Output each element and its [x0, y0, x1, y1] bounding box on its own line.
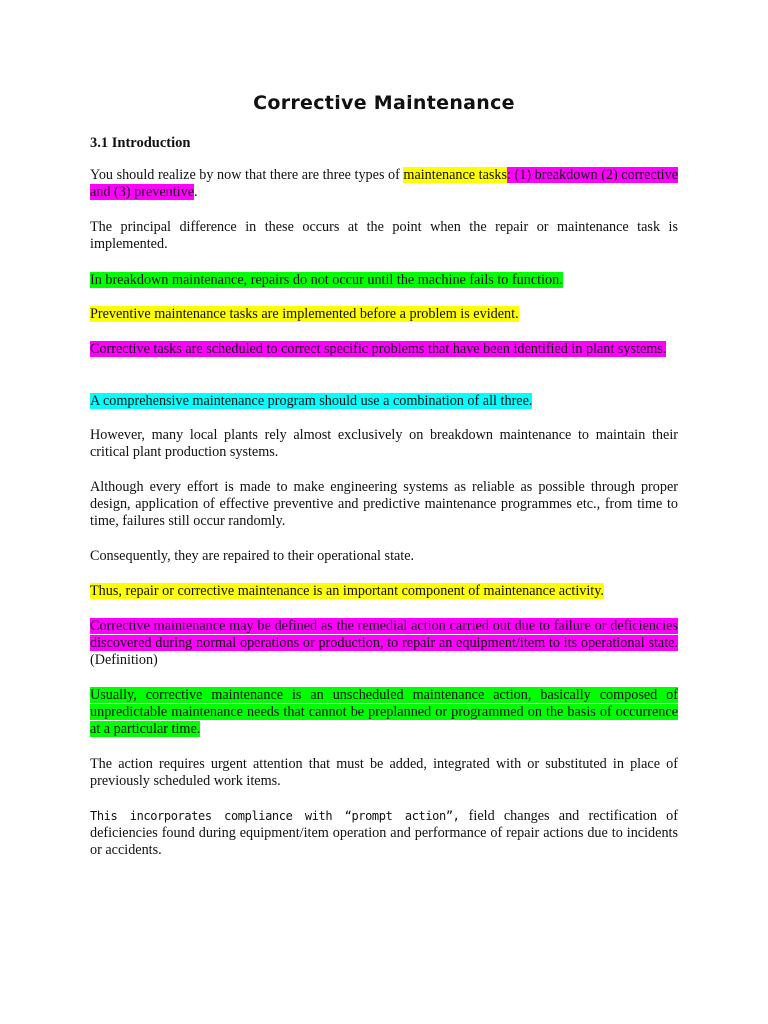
paragraph-combination	[90, 393, 678, 410]
paragraph-local-plants: However, many local plants rely almost exclusively on breakdown maintenance to maintain their critical plant production systems.	[90, 427, 678, 461]
paragraph-urgent: The action requires urgent attention that must be added, integrated with or substituted in place of previously scheduled work items.	[90, 756, 678, 790]
paragraph-consequently: Consequently, they are repaired to their operational state.	[90, 548, 415, 564]
paragraph-reliability: Although every effort is made to make engineering systems as reliable as possible through proper design, application of effective preventive and predictive maintenance programmes etc., from time to time, failures still occur randomly.	[90, 479, 678, 530]
highlight-magenta: Corrective maintenance may be defined as the remedial action carried out due to failure or deficiencies discovered during normal operations or production, to repair an equipment/item to its operational state.	[90, 618, 678, 652]
paragraph-text: You should realize by now that there are three types of	[90, 167, 404, 183]
paragraph-component	[90, 583, 678, 600]
paragraph-preventive	[90, 306, 678, 323]
paragraph-compliance	[90, 808, 678, 860]
highlight-green: Usually, corrective maintenance is an unscheduled maintenance action, basically composed of unpredictable maintenance needs that cannot be preplanned or programmed on the basis of occurrence at a particular time.	[90, 687, 678, 738]
highlight-magenta: : (1) breakdown (2) corrective and (3) preventive	[90, 167, 679, 201]
paragraph-breakdown	[90, 272, 678, 289]
paragraph-unscheduled	[90, 687, 678, 739]
section-heading: 3.1 Introduction	[90, 135, 191, 151]
paragraph-text: field changes and rectification of deficiencies found during equipment/item operation and performance of repair actions due to incidents or accidents.	[90, 808, 678, 859]
paragraph-text: .	[194, 184, 198, 201]
paragraph-text: (Definition)	[90, 652, 158, 669]
highlight-yellow: Thus, repair or corrective maintenance is an important component of maintenance activity.	[90, 583, 604, 599]
paragraph-definition	[90, 618, 678, 670]
highlight-yellow: Preventive maintenance tasks are implemented before a problem is evident.	[90, 306, 519, 322]
highlight-cyan: A comprehensive maintenance program should use a combination of all three.	[90, 393, 533, 409]
paragraph-difference: The principal difference in these occurs at the point when the repair or maintenance task is implemented.	[90, 219, 678, 253]
mono-text: This incorporates compliance with “prompt action”,	[90, 809, 460, 823]
paragraph-types	[90, 167, 678, 201]
highlight-yellow: maintenance tasks	[403, 167, 508, 183]
paragraph-corrective-tasks	[90, 341, 678, 358]
highlight-green: In breakdown maintenance, repairs do not occur until the machine fails to function.	[90, 272, 563, 288]
page-title: Corrective Maintenance	[253, 92, 515, 114]
highlight-magenta: Corrective tasks are scheduled to correct specific problems that have been identified in plant systems.	[90, 341, 667, 357]
